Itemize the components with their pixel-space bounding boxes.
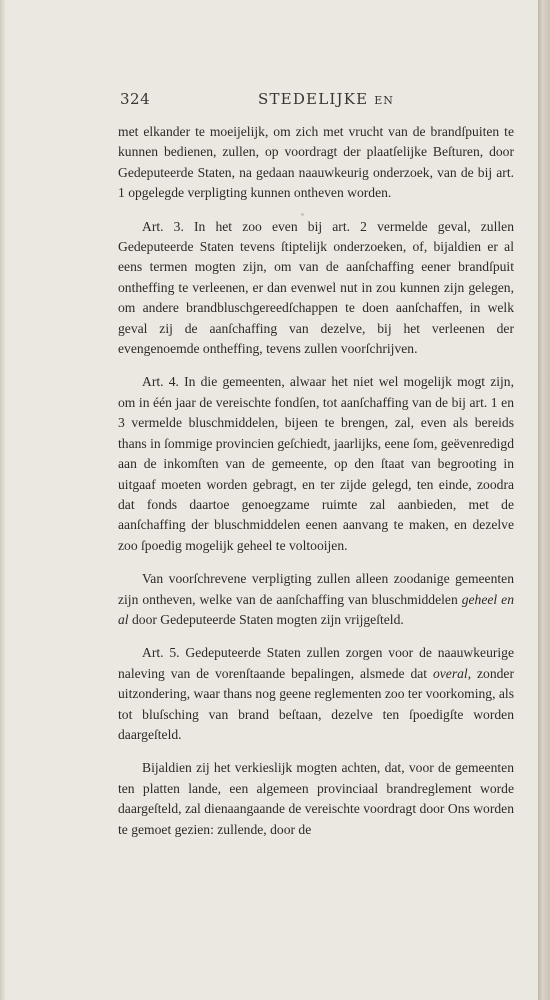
ink-spot-mark [279,652,281,655]
paragraph-continuation: met elkander te moeijelijk, om zich met vrucht van de brandſpuiten te kunnen bedienen, zullen, op voordragt der plaatſelijke Beſturen, door Gedeputeerde Staten, na gedaan naauwkeurig onderzoek, van de bij art. 1 opgelegde verpligting kunnen ontheven worden. [118,124,514,201]
paragraph-provincial-regulation: Bijaldien zij het verkieslijk mogten achten, dat, voor de gemeenten ten platten lande, een algemeen provinciaal brandreglement worde daargeſteld, zal dienaangaande de vereischte voordragt door Ons worden te gemoet gezien: zullende, door de [118,760,514,837]
page-edge [538,0,550,1000]
running-head-title [258,90,394,108]
page-binding-shadow [0,0,6,1000]
paragraph-article-3: Art. 3. In het zoo even bij art. 2 vermelde geval, zullen Gedeputeerde Staten tevens ſtiptelijk onderzoeken, of, bijaldien er al eens termen mogten zijn, om van de aanſchaffing eener brandſpuit ontheffing te verleenen, er dan evenwel nut in zou kunnen zijn gelegen, om andere brandbluschgereedſchappen te doen aanſchaffen, in welk geval zij de aanſchaffing van dezelve, bij het verleenen der evengenoemde ontheffing, tevens zullen voorſchrijven. [118,218,514,357]
running-head-title-suffix: EN [374,94,394,107]
exemption-italic-phrase: geheel en al [118,591,514,627]
page-number: 324 [120,90,151,108]
body-text [118,122,514,853]
ink-spot-mark [301,213,304,216]
article-5-italic-word: overal [432,665,468,681]
exemption-text-after: door Gedeputeerde Staten mogten zijn vrijgeſteld. [128,611,404,627]
running-head-title-main: STEDELIJKE [258,90,369,108]
article-5-text-after: , zonder uitzondering, waar thans nog geene reglementen zoo ter voorkoming, als tot bluſsching van brand beſtaan, dezelve ten ſpoedigſte worden daargeſteld. [118,665,514,742]
article-5-text-before: Art. 5. Gedeputeerde Staten zullen zorgen voor de naauwkeurige naleving van de vorenſtaande bepalingen, alsmede dat [118,645,514,681]
paragraph-exemption [118,569,514,630]
exemption-text-before: Van voorſchrevene verpligting zullen alleen zoodanige gemeenten zijn ontheven, welke van de aanſchaffing van bluschmiddelen [118,571,514,607]
running-head [120,90,520,112]
paragraph-article-4: Art. 4. In die gemeenten, alwaar het niet wel mogelijk mogt zijn, om in één jaar de vereischte fondſen, tot aanſchaffing van de bij art. 1 en 3 vermelde bluschmiddelen, bijeen te brengen, zal, even als bereids thans in ſommige provincien geſchiedt, jaarlijks, eene ſom, geëvenredigd aan de inkomſten van de gemeente, op den ſtaat van begrooting in uitgaaf moeten worden gebragt, en ter zijde gelegd, ten einde, zoodra dat fonds daartoe genoegzame ruimte zal aanbieden, met de aanſchaffing der bluschmiddelen eenen aanvang te maken, en dezelve zoo ſpoedig mogelijk geheel te voltooijen. [118,374,514,553]
paragraph-article-5 [118,643,514,745]
